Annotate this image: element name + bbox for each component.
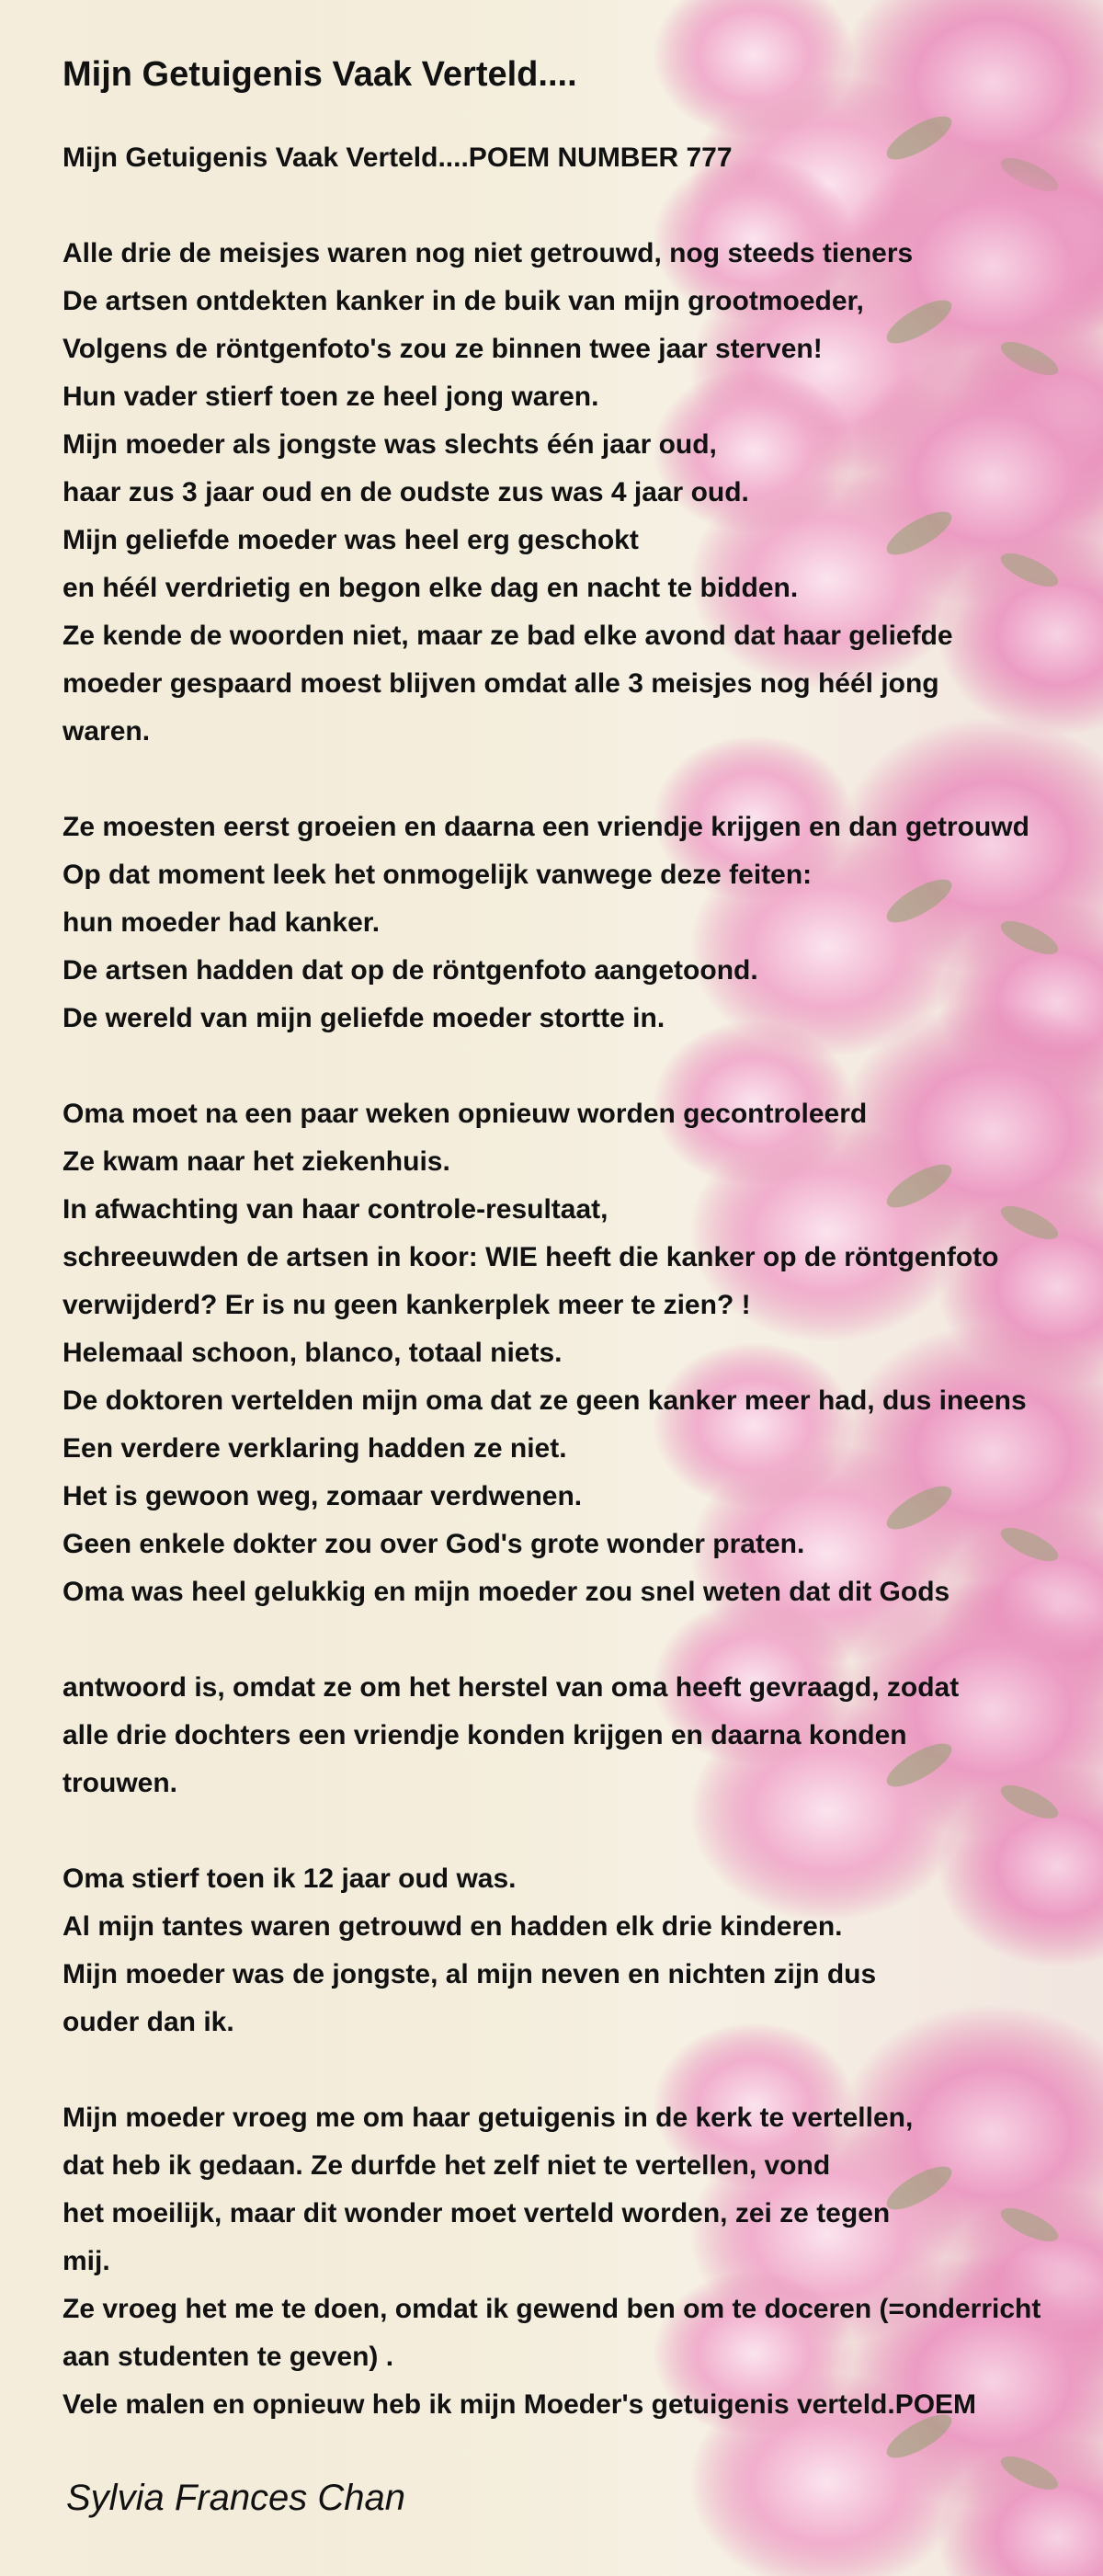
poem-line: het moeilijk, maar dit wonder moet verteld worden, zei ze tegen [63, 2198, 891, 2228]
poem-line: In afwachting van haar controle-resultaat, [63, 1194, 608, 1225]
poem-line: aan studenten te geven) . [63, 2342, 394, 2372]
poem-line: waren. [63, 716, 151, 747]
poem-author: Sylvia Frances Chan [66, 2478, 406, 2518]
poem-line: Vele malen en opnieuw heb ik mijn Moeder's getuigenis verteld.POEM [63, 2389, 977, 2420]
poem-line: Ze kwam naar het ziekenhuis. [63, 1146, 450, 1177]
poem-line: en héél verdrietig en begon elke dag en nacht te bidden. [63, 573, 799, 603]
poem-line: Ze vroeg het me te doen, omdat ik gewend ben om te doceren (=onderricht [63, 2294, 1041, 2324]
poem-line: Mijn moeder vroeg me om haar getuigenis in de kerk te vertellen, [63, 2103, 914, 2133]
poem-stanza [63, 804, 1103, 1043]
poem-line: Al mijn tantes waren getrouwd en hadden elk drie kinderen. [63, 1911, 843, 1942]
poem-line: De doktoren vertelden mijn oma dat ze geen kanker meer had, dus ineens [63, 1385, 1027, 1416]
poem-line: Ze kende de woorden niet, maar ze bad elke avond dat haar geliefde [63, 621, 953, 651]
poem-line: antwoord is, omdat ze om het herstel van oma heeft gevraagd, zodat [63, 1672, 960, 1703]
poem-stanza [63, 1855, 1103, 2046]
poem-line: De wereld van mijn geliefde moeder stortte in. [63, 1003, 665, 1033]
poem-line: Oma moet na een paar weken opnieuw worden gecontroleerd [63, 1099, 868, 1129]
poem-line: Alle drie de meisjes waren nog niet getrouwd, nog steeds tieners [63, 238, 914, 268]
poem-stanza [63, 230, 1103, 756]
poem-line: alle drie dochters een vriendje konden krijgen en daarna konden [63, 1720, 907, 1750]
poem-body [63, 230, 1103, 2429]
poem-line: ouder dan ik. [63, 2007, 234, 2037]
poem-line: moeder gespaard moest blijven omdat alle 3 meisjes nog héél jong [63, 668, 939, 699]
poem-line: Het is gewoon weg, zomaar verdwenen. [63, 1481, 583, 1511]
poem-stanza [63, 1664, 1103, 1807]
poem-line: hun moeder had kanker. [63, 907, 381, 938]
poem-line: dat heb ik gedaan. Ze durfde het zelf niet te vertellen, vond [63, 2150, 831, 2181]
poem-stanza [63, 2094, 1103, 2429]
poem-line: Mijn moeder was de jongste, al mijn neven en nichten zijn dus [63, 1959, 877, 1989]
poem-line: verwijderd? Er is nu geen kankerplek meer te zien? ! [63, 1290, 751, 1320]
poem-line: Geen enkele dokter zou over God's grote wonder praten. [63, 1529, 805, 1559]
poem-line: Oma stierf toen ik 12 jaar oud was. [63, 1864, 517, 1894]
poem-line: De artsen hadden dat op de röntgenfoto aangetoond. [63, 955, 758, 986]
poem-line: Mijn moeder als jongste was slechts één jaar oud, [63, 429, 717, 460]
poem-line: De artsen ontdekten kanker in de buik van mijn grootmoeder, [63, 286, 864, 316]
poem-line: Volgens de röntgenfoto's zou ze binnen twee jaar sterven! [63, 334, 823, 364]
poem-subtitle: Mijn Getuigenis Vaak Verteld....POEM NUMBER 777 [63, 142, 733, 173]
poem-line: trouwen. [63, 1768, 177, 1798]
poem-line: Oma was heel gelukkig en mijn moeder zou snel weten dat dit Gods [63, 1577, 950, 1607]
poem-line: mij. [63, 2246, 110, 2276]
poem-line: Ze moesten eerst groeien en daarna een vriendje krijgen en dan getrouwd [63, 812, 1029, 842]
poem-line: haar zus 3 jaar oud en de oudste zus was 4 jaar oud. [63, 477, 749, 507]
poem-stanza [63, 1090, 1103, 1616]
poem-container [63, 42, 1103, 2576]
poem-line: schreeuwden de artsen in koor: WIE heeft die kanker op de röntgenfoto [63, 1242, 999, 1272]
poem-line: Mijn geliefde moeder was heel erg geschokt [63, 525, 639, 555]
poem-line: Hun vader stierf toen ze heel jong waren. [63, 382, 599, 412]
poem-line: Een verdere verklaring hadden ze niet. [63, 1433, 567, 1464]
poem-title: Mijn Getuigenis Vaak Verteld.... [63, 55, 577, 94]
poem-line: Op dat moment leek het onmogelijk vanwege deze feiten: [63, 860, 813, 890]
poem-line: Helemaal schoon, blanco, totaal niets. [63, 1338, 563, 1368]
